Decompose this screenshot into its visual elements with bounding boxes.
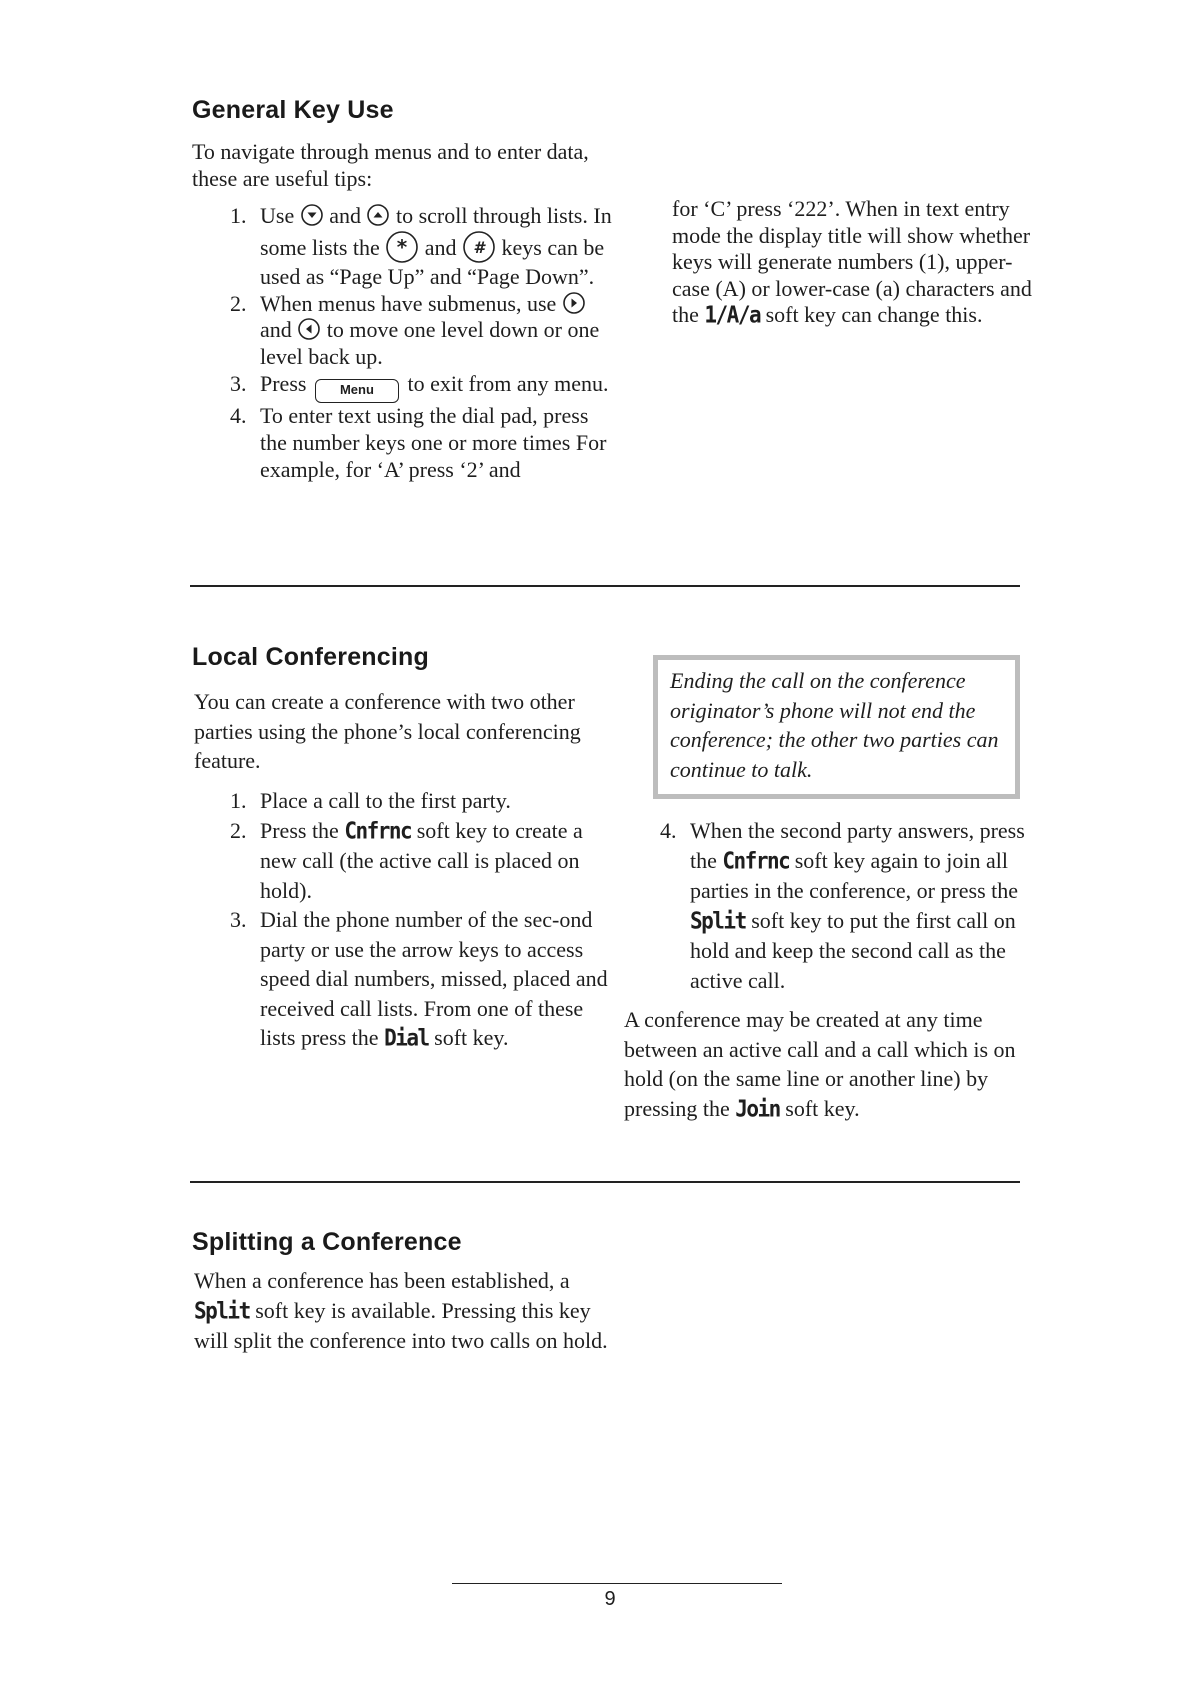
splitting-conference-paragraph: When a conference has been established, a Split soft key is available. Pressing this key will split the conference into two calls on hold.: [194, 1268, 608, 1353]
footer-rule: [452, 1583, 782, 1584]
section-divider: [190, 585, 1020, 587]
list-item: 1. Place a call to the first party.: [230, 788, 511, 813]
soft-key-join: Join: [735, 1095, 780, 1122]
star-key-icon: [385, 230, 419, 264]
list-item: 3. Press Menu to exit from any menu.: [230, 371, 615, 403]
conference-note: Ending the call on the conference originator’s phone will not end the conference; the other two parties can continue to talk.: [670, 668, 999, 782]
soft-key-split: Split: [194, 1297, 250, 1324]
soft-key-cnfrnc: Cnfrnc: [344, 817, 412, 844]
local-conferencing-steps-continued: [660, 816, 1025, 995]
up-arrow-key-icon: [366, 203, 390, 227]
local-conferencing-steps: [230, 786, 620, 1054]
list-item: 2. Press the Cnfrnc soft key to create a new call (the active call is placed on hold).: [230, 816, 620, 906]
local-conferencing-intro: You can create a conference with two other parties using the phone’s local conferencing feature.: [194, 689, 581, 773]
section-title-splitting-conference: Splitting a Conference: [192, 1228, 462, 1256]
soft-key-dial: Dial: [384, 1024, 429, 1052]
list-item: 4. To enter text using the dial pad, press the number keys one or more times For example, for ‘A’ press ‘2’ and: [230, 402, 607, 482]
general-key-continuation: for ‘C’ press ‘222’. When in text entry mode the display title will show whether keys will generate numbers (1), upper-case (A) or lower-case (a) characters and the 1/A/a soft key can change this.: [672, 196, 1032, 329]
soft-key-cnfrnc: Cnfrnc: [722, 847, 790, 874]
general-key-tips-list: [230, 203, 615, 483]
section-divider: [190, 1181, 1020, 1183]
list-item: 3. Dial the phone number of the sec-ond party or use the arrow keys to access speed dial numbers, missed, placed and received call lists. From one of these lists press the Dial soft key.: [230, 905, 620, 1054]
list-item: 2. When menus have submenus, use and to move one level down or one level back up.: [230, 290, 600, 370]
soft-key-1Aa: 1/A/a: [704, 301, 761, 329]
note-box: [653, 655, 1020, 799]
section-title-general-key-use: General Key Use: [192, 96, 394, 124]
left-arrow-key-icon: [297, 317, 321, 341]
down-arrow-key-icon: [300, 203, 324, 227]
soft-key-split: Split: [690, 907, 746, 934]
list-item: 1. Use and to scroll through lists. In some lists the * and # keys can be used as “Page Up” and “Page Down”.: [230, 203, 612, 289]
list-item: 4. When the second party answers, press the Cnfrnc soft key again to join all parties in the conference, or press the Split soft key to put the first call on hold and keep the second call as the active call.: [660, 818, 1025, 993]
general-key-intro: To navigate through menus and to enter data, these are useful tips:: [192, 139, 589, 191]
page-number: 9: [604, 1588, 616, 1610]
hash-key-icon: [462, 230, 496, 264]
right-arrow-key-icon: [562, 291, 586, 315]
menu-key-icon: Menu: [315, 379, 399, 403]
conference-closing-paragraph: A conference may be created at any time between an active call and a call which is on hold (on the same line or another line) by pressing the Join soft key.: [624, 1005, 1024, 1124]
svg-text:#: #: [473, 237, 485, 257]
svg-text:*: *: [397, 234, 408, 259]
section-title-local-conferencing: Local Conferencing: [192, 643, 429, 671]
